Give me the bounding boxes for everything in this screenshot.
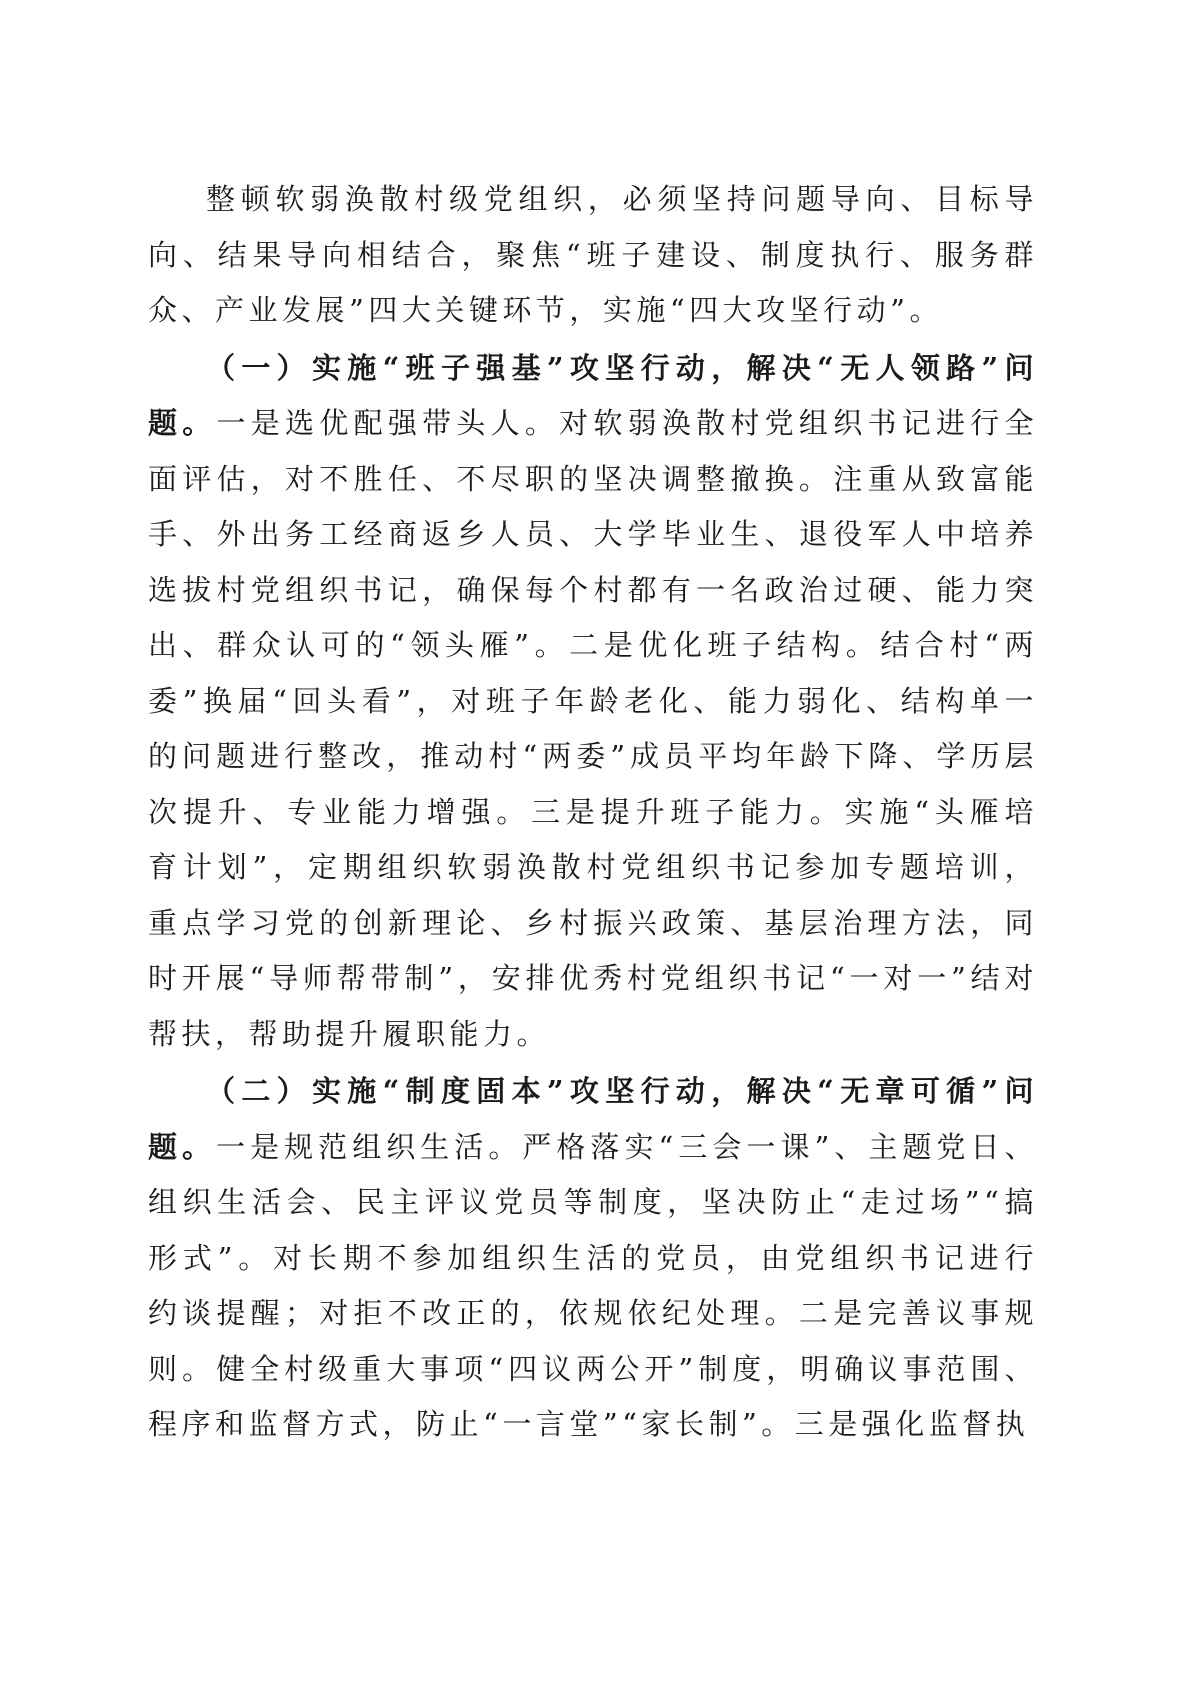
section-1-paragraph: [148, 341, 1038, 1063]
document-body: [148, 172, 1038, 1453]
section-1-text: 一是选优配强带头人。对软弱涣散村党组织书记进行全面评估，对不胜任、不尽职的坚决调整撤换。注重从致富能手、外出务工经商返乡人员、大学毕业生、退役军人中培养选拔村党组织书记，确保每个村都有一名政治过硬、能力突出、群众认可的“领头雁”。二是优化班子结构。结合村“两委”换届“回头看”，对班子年龄老化、能力弱化、结构单一的问题进行整改，推动村“两委”成员平均年龄下降、学历层次提升、专业能力增强。三是提升班子能力。实施“头雁培育计划”，定期组织软弱涣散村党组织书记参加专题培训，重点学习党的创新理论、乡村振兴政策、基层治理方法，同时开展“导师帮带制”，安排优秀村党组织书记“一对一”结对帮扶，帮助提升履职能力。: [148, 406, 1038, 1051]
section-1-heading: （一）实施“班子强基”攻坚行动，解决“无人领路”问题。: [148, 350, 1038, 440]
intro-text: 整顿软弱涣散村级党组织，必须坚持问题导向、目标导向、结果导向相结合，聚焦“班子建设、制度执行、服务群众、产业发展”四大关键环节，实施“四大攻坚行动”。: [148, 182, 1038, 327]
section-2-heading: （二）实施“制度固本”攻坚行动，解决“无章可循”问题。: [148, 1074, 1038, 1164]
intro-paragraph: [148, 172, 1038, 339]
section-2-paragraph: [148, 1064, 1038, 1453]
section-2-text: 一是规范组织生活。严格落实“三会一课”、主题党日、组织生活会、民主评议党员等制度，坚决防止“走过场”“搞形式”。对长期不参加组织生活的党员，由党组织书记进行约谈提醒；对拒不改正的，依规依纪处理。二是完善议事规则。健全村级重大事项“四议两公开”制度，明确议事范围、程序和监督方式，防止“一言堂”“家长制”。三是强化监督执: [148, 1129, 1038, 1441]
